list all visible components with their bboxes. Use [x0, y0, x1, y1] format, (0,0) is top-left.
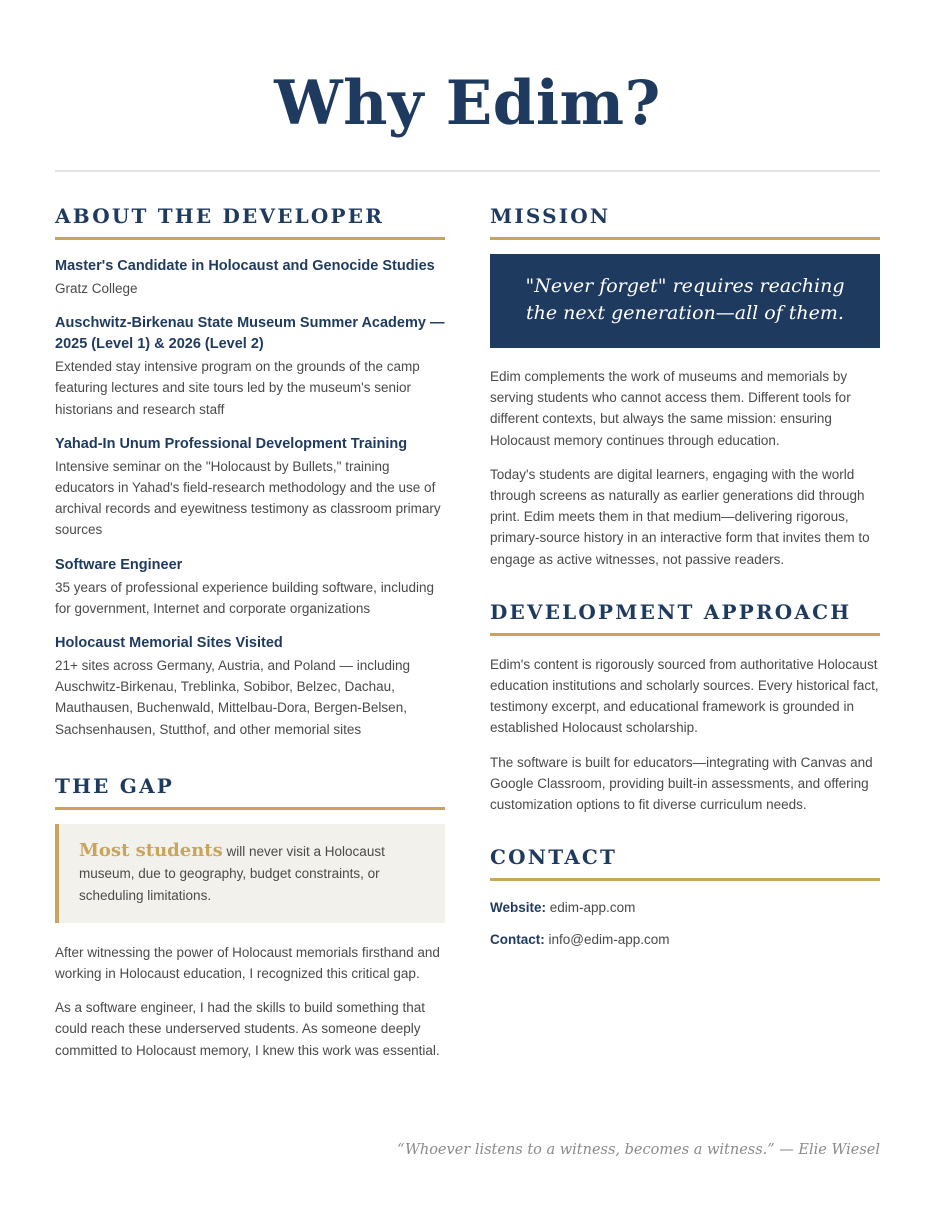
email-label: Contact:: [490, 932, 545, 948]
entry-title: Software Engineer: [55, 556, 183, 573]
about-entry: [55, 434, 445, 541]
callout-highlight: Most students: [79, 839, 223, 861]
gap-paragraph: As a software engineer, I had the skills to build something that could reach these underserved students. As someone deeply committed to Holocaust memory, I knew this work was essential.: [55, 1000, 440, 1058]
website-label: Website:: [490, 900, 547, 916]
about-entry: [55, 633, 445, 740]
approach-paragraph: The software is built for educators—integrating with Canvas and Google Classroom, providing built-in assessments, and offering customization options to fit diverse curriculum needs.: [490, 754, 873, 813]
about-entry: [55, 313, 445, 420]
approach-paragraph: Edim's content is rigorously sourced from authoritative Holocaust education institutions and scholarly sources. Every historical fact, testimony excerpt, and educational framework is grounded in established Holocaust scholarship.: [490, 656, 879, 736]
left-column: [55, 204, 445, 1061]
email-line: [490, 929, 880, 950]
entry-body: Intensive seminar on the "Holocaust by Bullets," training educators in Yahad's field-research methodology and the use of archival records and eyewitness testimony as classroom primary sources: [55, 458, 441, 538]
entry-body: Extended stay intensive program on the grounds of the camp featuring lectures and site tours led by the museum's senior historians and research staff: [55, 359, 420, 417]
entry-body: 35 years of professional experience building software, including for government, Internet and corporate organizations: [55, 579, 434, 616]
page-title: Why Edim?: [274, 68, 661, 139]
mission-quote-box: [490, 254, 880, 348]
entry-body: Gratz College: [55, 281, 138, 296]
entry-title: Master's Candidate in Holocaust and Genocide Studies: [55, 258, 435, 274]
entry-title: Holocaust Memorial Sites Visited: [55, 635, 283, 652]
gap-paragraph: After witnessing the power of Holocaust memorials firsthand and working in Holocaust education, I recognized this critical gap.: [55, 944, 440, 982]
mission-paragraph: Edim complements the work of museums and memorials by serving students who cannot access them. Different tools for different contexts, but always the same mission: ensuring Holocaust memory continues through education.: [490, 369, 851, 448]
website-line: [490, 897, 880, 918]
website-link[interactable]: edim-app.com: [549, 900, 636, 916]
about-entry: [55, 256, 445, 299]
mission-paragraph: Today's students are digital learners, engaging with the world through screens as naturally as earlier generations did through print. Edim meets them in that medium—delivering rigorous, primary-source history in an interactive form that invites them to engage as active witnesses, not passive readers.: [490, 466, 870, 567]
footer-quote: “Whoever listens to a witness, becomes a witness.” — Elie Wiesel: [397, 1142, 880, 1158]
entry-title: Yahad-In Unum Professional Development Training: [55, 435, 408, 452]
gap-heading: THE GAP: [55, 774, 445, 810]
title-divider: [55, 170, 880, 172]
mission-quote: "Never forget" requires reaching the next generation—all of them.: [525, 275, 845, 324]
mission-heading: MISSION: [490, 204, 880, 240]
callout-text: will never visit a Holocaust museum, due to geography, budget constraints, or scheduling limitations.: [79, 843, 385, 903]
right-column: [490, 204, 880, 950]
about-entry: [55, 555, 445, 619]
contact-heading: CONTACT: [490, 845, 880, 881]
entry-body: 21+ sites across Germany, Austria, and Poland — including Auschwitz-Birkenau, Treblinka, Sobibor, Belzec, Dachau, Mauthausen, Buchenwald, Mittelbau-Dora, Bergen-Belsen, Sachsenhausen, Stutthof, and other memorial sites: [55, 658, 411, 737]
entry-title: Auschwitz-Birkenau State Museum Summer Academy — 2025 (Level 1) & 2026 (Level 2): [55, 315, 445, 353]
email-link[interactable]: info@edim-app.com: [548, 932, 670, 948]
about-heading: ABOUT THE DEVELOPER: [55, 204, 445, 240]
gap-callout: [55, 824, 445, 923]
approach-heading: DEVELOPMENT APPROACH: [490, 600, 880, 636]
